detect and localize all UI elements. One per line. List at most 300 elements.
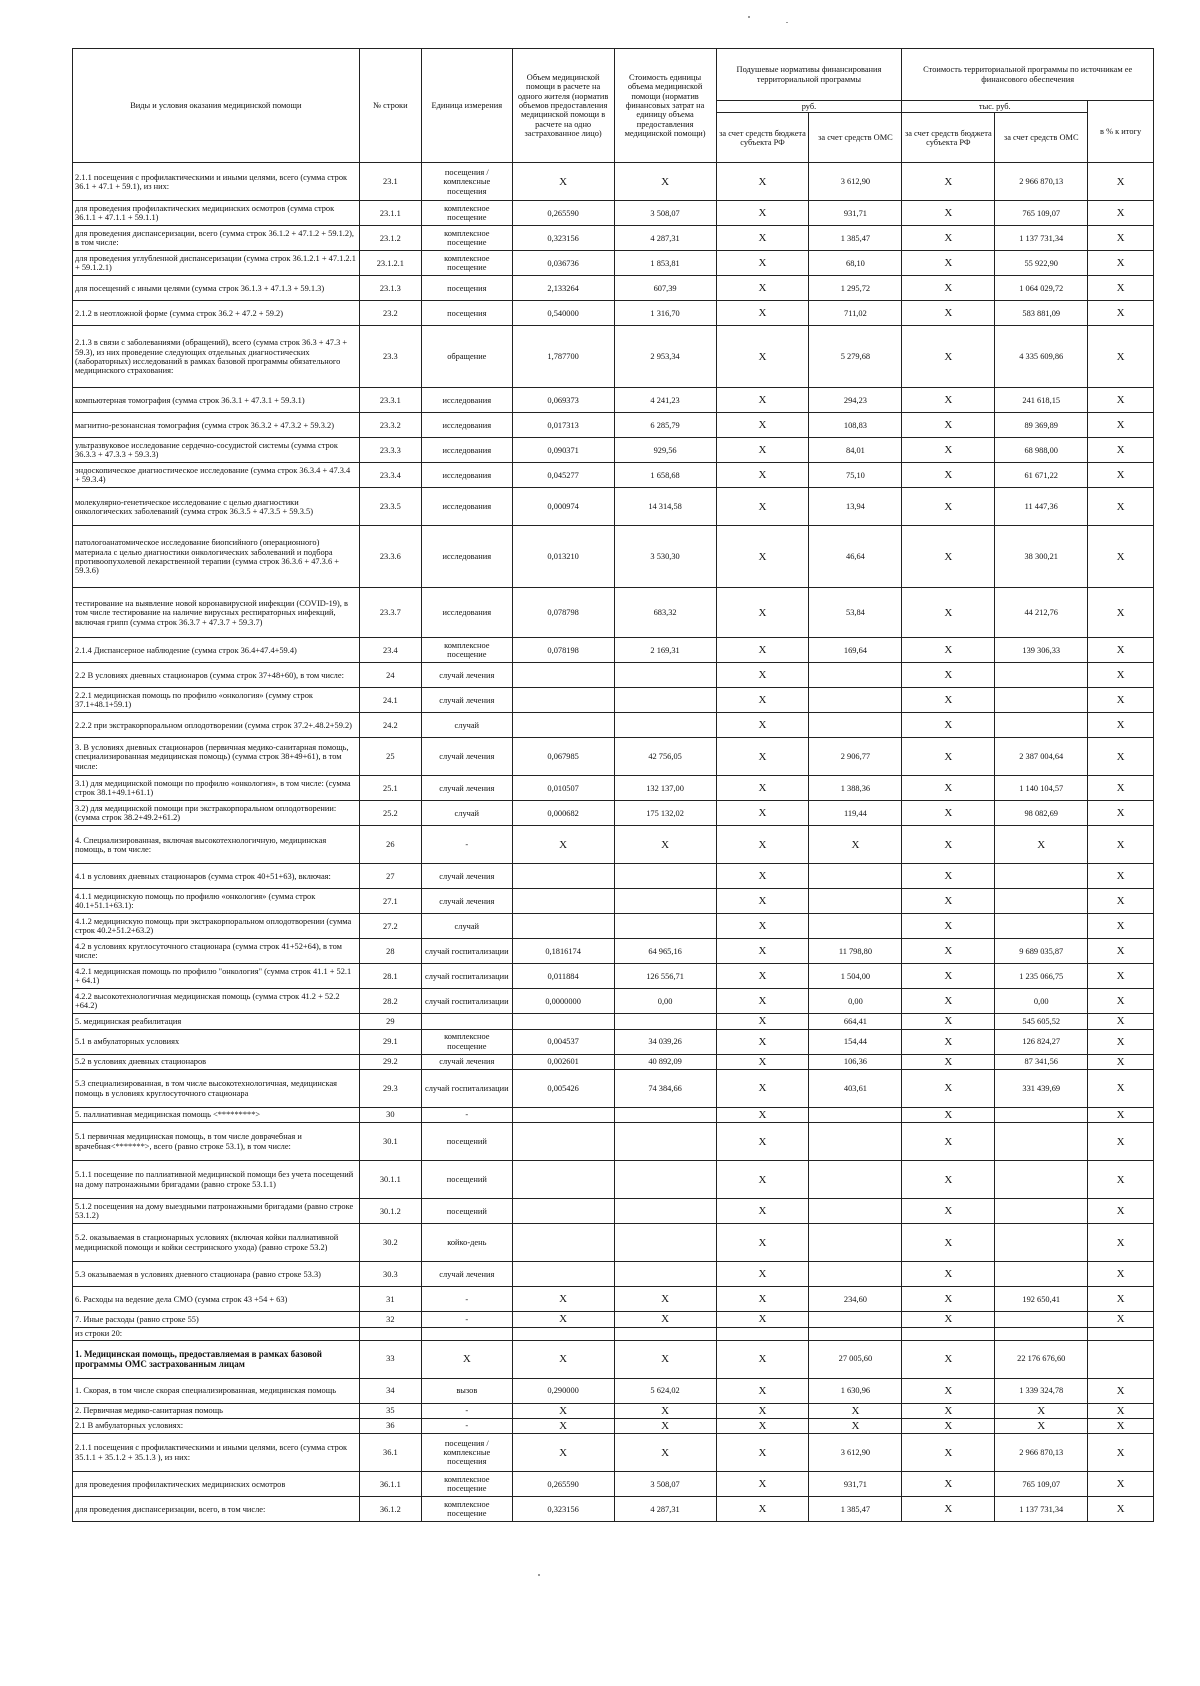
row-budget-thousand: Х bbox=[902, 914, 995, 939]
row-unit-cost bbox=[614, 1327, 716, 1340]
row-name: 2.1.4 Диспансерное наблюдение (сумма строк 36.4+47.4+59.4) bbox=[73, 638, 360, 663]
row-unit: - bbox=[421, 1403, 512, 1418]
row-number: 23.1.1 bbox=[359, 201, 421, 226]
budget-table-sheet bbox=[72, 48, 1154, 1522]
row-budget-thousand: Х bbox=[902, 413, 995, 438]
row-budget-rub: Х bbox=[716, 826, 809, 864]
row-number: 36.1 bbox=[359, 1434, 421, 1472]
table-row bbox=[73, 964, 1154, 989]
row-volume bbox=[512, 1224, 614, 1262]
table-row bbox=[73, 276, 1154, 301]
row-oms-rub bbox=[809, 1161, 902, 1199]
row-oms-rub: 294,23 bbox=[809, 388, 902, 413]
row-name: патологоанатомическое исследование биопсийного (операционного) материала с целью диагностики онкологических заболеваний и подбора противоопухолевой лекарственной терапии (сумма строк 36.3.6 + 47.3.6 + 59.3.6) bbox=[73, 526, 360, 588]
row-unit: исследования bbox=[421, 588, 512, 638]
row-number: 30.2 bbox=[359, 1224, 421, 1262]
row-unit-cost bbox=[614, 1108, 716, 1123]
row-budget-rub: Х bbox=[716, 638, 809, 663]
row-percent: Х bbox=[1088, 226, 1154, 251]
row-budget-thousand: Х bbox=[902, 226, 995, 251]
row-oms-rub: 169,64 bbox=[809, 638, 902, 663]
table-row bbox=[73, 1029, 1154, 1054]
row-oms-thousand: 126 824,27 bbox=[995, 1029, 1088, 1054]
table-row bbox=[73, 801, 1154, 826]
row-number: 33 bbox=[359, 1340, 421, 1378]
row-number: 28.2 bbox=[359, 989, 421, 1014]
row-budget-thousand bbox=[902, 1327, 995, 1340]
row-unit-cost: Х bbox=[614, 1418, 716, 1433]
row-oms-thousand bbox=[995, 1161, 1088, 1199]
row-number: 23.3.6 bbox=[359, 526, 421, 588]
row-budget-thousand: Х bbox=[902, 1378, 995, 1403]
row-budget-rub: Х bbox=[716, 526, 809, 588]
row-budget-thousand: Х bbox=[902, 826, 995, 864]
row-percent: Х bbox=[1088, 413, 1154, 438]
row-oms-thousand: 192 650,41 bbox=[995, 1287, 1088, 1312]
row-number: 25.1 bbox=[359, 776, 421, 801]
row-name: ультразвуковое исследование сердечно-сосудистой системы (сумма строк 36.3.3 + 47.3.3 + 59.3.3) bbox=[73, 438, 360, 463]
row-unit-cost bbox=[614, 914, 716, 939]
row-budget-thousand: Х bbox=[902, 301, 995, 326]
table-row bbox=[73, 1497, 1154, 1522]
row-budget-rub: Х bbox=[716, 688, 809, 713]
row-unit-cost: 175 132,02 bbox=[614, 801, 716, 826]
row-oms-thousand: 89 369,89 bbox=[995, 413, 1088, 438]
row-unit: случай госпитализации bbox=[421, 964, 512, 989]
row-budget-thousand: Х bbox=[902, 1070, 995, 1108]
table-row bbox=[73, 488, 1154, 526]
row-oms-thousand bbox=[995, 688, 1088, 713]
row-volume bbox=[512, 1199, 614, 1224]
table-row bbox=[73, 826, 1154, 864]
row-unit: посещения / комплексные посещения bbox=[421, 1434, 512, 1472]
row-percent: Х bbox=[1088, 801, 1154, 826]
row-budget-rub: Х bbox=[716, 713, 809, 738]
row-number: 31 bbox=[359, 1287, 421, 1312]
row-percent: Х bbox=[1088, 663, 1154, 688]
row-number: 23.4 bbox=[359, 638, 421, 663]
row-unit-cost: 607,39 bbox=[614, 276, 716, 301]
row-name: 5.1.1 посещение по паллиативной медицинской помощи без учета посещений на дому патронажными бригадами (равно строке 53.1.1) bbox=[73, 1161, 360, 1199]
row-percent: Х bbox=[1088, 588, 1154, 638]
row-budget-thousand: Х bbox=[902, 801, 995, 826]
header-program-cost: Стоимость территориальной программы по источникам ее финансового обеспечения bbox=[902, 49, 1154, 101]
row-unit-cost bbox=[614, 864, 716, 889]
row-unit-cost: 1 853,81 bbox=[614, 251, 716, 276]
row-oms-rub: 1 630,96 bbox=[809, 1378, 902, 1403]
row-budget-rub: Х bbox=[716, 301, 809, 326]
row-name: 3. В условиях дневных стационаров (первичная медико-санитарная помощь, специализированная медицинская помощь) (сумма строк 38+49+61), в том числе: bbox=[73, 738, 360, 776]
row-name: для посещений с иными целями (сумма строк 36.1.3 + 47.1.3 + 59.1.3) bbox=[73, 276, 360, 301]
table-row bbox=[73, 201, 1154, 226]
row-number: 23.3.3 bbox=[359, 438, 421, 463]
header-oms-rub: за счет средств ОМС bbox=[809, 113, 902, 163]
row-unit: случай лечения bbox=[421, 738, 512, 776]
row-budget-rub: Х bbox=[716, 1378, 809, 1403]
row-name: 5.1.2 посещения на дому выездными патронажными бригадами (равно строке 53.1.2) bbox=[73, 1199, 360, 1224]
row-budget-rub: Х bbox=[716, 1224, 809, 1262]
header-unit: Единица измерения bbox=[421, 49, 512, 163]
table-row bbox=[73, 1472, 1154, 1497]
row-volume: 0,323156 bbox=[512, 1497, 614, 1522]
row-budget-thousand: Х bbox=[902, 326, 995, 388]
table-row bbox=[73, 1070, 1154, 1108]
row-unit: посещений bbox=[421, 1161, 512, 1199]
row-percent bbox=[1088, 1327, 1154, 1340]
row-oms-thousand: 331 439,69 bbox=[995, 1070, 1088, 1108]
row-percent: Х bbox=[1088, 1287, 1154, 1312]
table-row bbox=[73, 251, 1154, 276]
row-oms-thousand: 2 966 870,13 bbox=[995, 1434, 1088, 1472]
row-oms-thousand: Х bbox=[995, 1403, 1088, 1418]
row-name: 5.2 в условиях дневных стационаров bbox=[73, 1054, 360, 1069]
row-percent: Х bbox=[1088, 301, 1154, 326]
table-row bbox=[73, 163, 1154, 201]
row-volume bbox=[512, 864, 614, 889]
row-volume: 0,090371 bbox=[512, 438, 614, 463]
row-unit-cost: 126 556,71 bbox=[614, 964, 716, 989]
row-volume: 0,067985 bbox=[512, 738, 614, 776]
row-budget-thousand: Х bbox=[902, 738, 995, 776]
header-per-capita-norms: Подушевые нормативы финансирования территориальной программы bbox=[716, 49, 902, 101]
row-oms-rub: 1 295,72 bbox=[809, 276, 902, 301]
row-volume: 0,004537 bbox=[512, 1029, 614, 1054]
row-name: 2.2.1 медицинская помощь по профилю «онкология» (сумму строк 37.1+48.1+59.1) bbox=[73, 688, 360, 713]
row-unit-cost: 1 658,68 bbox=[614, 463, 716, 488]
row-name: 5. паллиативная медицинская помощь <*********> bbox=[73, 1108, 360, 1123]
row-number: 27.2 bbox=[359, 914, 421, 939]
table-row bbox=[73, 1287, 1154, 1312]
row-oms-thousand: Х bbox=[995, 826, 1088, 864]
table-row bbox=[73, 889, 1154, 914]
row-name: 2.1.3 в связи с заболеваниями (обращений), всего (сумма строк 36.3 + 47.3 + 59.3), из них проведение следующих отдельных диагностических (лабораторных) исследований в рамках базовой программы обязательного медицинского страхования: bbox=[73, 326, 360, 388]
table-row bbox=[73, 713, 1154, 738]
row-unit-cost: 3 508,07 bbox=[614, 1472, 716, 1497]
table-row bbox=[73, 989, 1154, 1014]
row-name: 5.1 первичная медицинская помощь, в том числе доврачебная и врачебная<*******>, всего (равно строке 53.1), в том числе: bbox=[73, 1123, 360, 1161]
row-number: 23.1.2.1 bbox=[359, 251, 421, 276]
row-oms-thousand: 2 387 004,64 bbox=[995, 738, 1088, 776]
row-budget-thousand: Х bbox=[902, 889, 995, 914]
row-budget-rub: Х bbox=[716, 864, 809, 889]
row-number bbox=[359, 1327, 421, 1340]
row-volume: Х bbox=[512, 1312, 614, 1327]
row-budget-rub: Х bbox=[716, 1403, 809, 1418]
row-oms-thousand: 1 140 104,57 bbox=[995, 776, 1088, 801]
row-volume: Х bbox=[512, 1418, 614, 1433]
row-unit: - bbox=[421, 1312, 512, 1327]
row-budget-thousand: Х bbox=[902, 1108, 995, 1123]
table-row bbox=[73, 1378, 1154, 1403]
row-oms-rub bbox=[809, 688, 902, 713]
row-oms-thousand: 1 137 731,34 bbox=[995, 226, 1088, 251]
row-unit-cost: Х bbox=[614, 1287, 716, 1312]
row-budget-thousand: Х bbox=[902, 201, 995, 226]
row-unit-cost: 42 756,05 bbox=[614, 738, 716, 776]
scan-speck bbox=[786, 22, 788, 23]
row-percent: Х bbox=[1088, 738, 1154, 776]
row-oms-rub bbox=[809, 1312, 902, 1327]
row-percent: Х bbox=[1088, 326, 1154, 388]
row-unit: комплексное посещение bbox=[421, 201, 512, 226]
table-row bbox=[73, 413, 1154, 438]
row-oms-rub: 13,94 bbox=[809, 488, 902, 526]
row-budget-thousand: Х bbox=[902, 864, 995, 889]
row-unit: комплексное посещение bbox=[421, 226, 512, 251]
row-number: 26 bbox=[359, 826, 421, 864]
row-volume bbox=[512, 713, 614, 738]
row-volume: 0,011884 bbox=[512, 964, 614, 989]
row-budget-rub: Х bbox=[716, 276, 809, 301]
row-unit: исследования bbox=[421, 388, 512, 413]
row-volume: 2,133264 bbox=[512, 276, 614, 301]
row-oms-rub: 664,41 bbox=[809, 1014, 902, 1029]
row-name: 4.2 в условиях круглосуточного стационара (сумма строк 41+52+64), в том числе: bbox=[73, 939, 360, 964]
row-percent: Х bbox=[1088, 488, 1154, 526]
row-name: 5.2. оказываемая в стационарных условиях (включая койки паллиативной медицинской помощи и койки сестринского ухода) (равно строке 53.2) bbox=[73, 1224, 360, 1262]
row-oms-thousand: 61 671,22 bbox=[995, 463, 1088, 488]
row-number: 23.1 bbox=[359, 163, 421, 201]
row-budget-thousand: Х bbox=[902, 438, 995, 463]
table-row bbox=[73, 1340, 1154, 1378]
row-oms-rub: 2 906,77 bbox=[809, 738, 902, 776]
row-oms-rub: 27 005,60 bbox=[809, 1340, 902, 1378]
row-name: 4. Специализированная, включая высокотехнологичную, медицинская помощь, в том числе: bbox=[73, 826, 360, 864]
row-percent: Х bbox=[1088, 864, 1154, 889]
row-volume bbox=[512, 1262, 614, 1287]
row-unit: вызов bbox=[421, 1378, 512, 1403]
row-percent: Х bbox=[1088, 1199, 1154, 1224]
row-budget-thousand: Х bbox=[902, 1014, 995, 1029]
table-row bbox=[73, 1418, 1154, 1433]
header-budget-thousand: за счет средств бюджета субъекта РФ bbox=[902, 113, 995, 163]
row-unit: случай bbox=[421, 713, 512, 738]
row-number: 34 bbox=[359, 1378, 421, 1403]
row-name: 2.2.2 при экстракорпоральном оплодотворении (сумма строк 37.2+.48.2+59.2) bbox=[73, 713, 360, 738]
row-unit: - bbox=[421, 826, 512, 864]
row-percent: Х bbox=[1088, 776, 1154, 801]
row-percent: Х bbox=[1088, 1014, 1154, 1029]
row-number: 35 bbox=[359, 1403, 421, 1418]
row-unit-cost: Х bbox=[614, 1434, 716, 1472]
row-oms-rub: 106,36 bbox=[809, 1054, 902, 1069]
row-number: 25 bbox=[359, 738, 421, 776]
table-row bbox=[73, 776, 1154, 801]
row-unit: - bbox=[421, 1418, 512, 1433]
row-unit-cost: 4 287,31 bbox=[614, 226, 716, 251]
row-unit: случай лечения bbox=[421, 1262, 512, 1287]
row-unit: случай лечения bbox=[421, 688, 512, 713]
row-volume: Х bbox=[512, 1434, 614, 1472]
row-budget-thousand: Х bbox=[902, 1497, 995, 1522]
row-unit-cost bbox=[614, 688, 716, 713]
row-unit: случай лечения bbox=[421, 864, 512, 889]
row-name: 1. Медицинская помощь, предоставляемая в рамках базовой программы ОМС застрахованным лицам bbox=[73, 1340, 360, 1378]
row-name: компьютерная томография (сумма строк 36.3.1 + 47.3.1 + 59.3.1) bbox=[73, 388, 360, 413]
row-number: 29.2 bbox=[359, 1054, 421, 1069]
table-row bbox=[73, 226, 1154, 251]
row-number: 27 bbox=[359, 864, 421, 889]
row-budget-thousand: Х bbox=[902, 1434, 995, 1472]
row-volume: 0,323156 bbox=[512, 226, 614, 251]
row-unit-cost bbox=[614, 1199, 716, 1224]
row-unit: случай госпитализации bbox=[421, 939, 512, 964]
row-name: 5.3 специализированная, в том числе высокотехнологичная, медицинская помощь в условиях круглосуточного стационара bbox=[73, 1070, 360, 1108]
row-number: 27.1 bbox=[359, 889, 421, 914]
row-volume bbox=[512, 889, 614, 914]
row-percent: Х bbox=[1088, 1123, 1154, 1161]
row-percent: Х bbox=[1088, 1262, 1154, 1287]
row-oms-thousand: 44 212,76 bbox=[995, 588, 1088, 638]
row-oms-rub bbox=[809, 1123, 902, 1161]
row-oms-rub bbox=[809, 1199, 902, 1224]
row-name: 4.2.1 медицинская помощь по профилю "онкология" (сумма строк 41.1 + 52.1 + 64.1) bbox=[73, 964, 360, 989]
row-name: 5. медицинская реабилитация bbox=[73, 1014, 360, 1029]
row-percent: Х bbox=[1088, 889, 1154, 914]
row-budget-thousand: Х bbox=[902, 638, 995, 663]
row-budget-rub: Х bbox=[716, 989, 809, 1014]
row-number: 23.3 bbox=[359, 326, 421, 388]
table-row bbox=[73, 1312, 1154, 1327]
row-oms-thousand bbox=[995, 1108, 1088, 1123]
table-row bbox=[73, 463, 1154, 488]
row-budget-thousand: Х bbox=[902, 1224, 995, 1262]
row-unit-cost bbox=[614, 1161, 716, 1199]
row-budget-thousand: Х bbox=[902, 526, 995, 588]
row-name: 4.1.2 медицинскую помощь при экстракорпоральном оплодотворении (сумма строк 40.2+51.2+63.2) bbox=[73, 914, 360, 939]
row-name: 3.2) для медицинской помощи при экстракорпоральном оплодотворении: (сумма строк 38.2+49.2+61.2) bbox=[73, 801, 360, 826]
row-name: 4.2.2 высокотехнологичная медицинская помощь (сумма строк 41.2 + 52.2 +64.2) bbox=[73, 989, 360, 1014]
row-unit-cost: 2 169,31 bbox=[614, 638, 716, 663]
row-oms-rub: 1 504,00 bbox=[809, 964, 902, 989]
row-unit: посещения bbox=[421, 276, 512, 301]
row-oms-rub: 1 388,36 bbox=[809, 776, 902, 801]
row-oms-rub: 403,61 bbox=[809, 1070, 902, 1108]
row-unit-cost: Х bbox=[614, 1403, 716, 1418]
header-budget-rub: за счет средств бюджета субъекта РФ bbox=[716, 113, 809, 163]
row-name: магнитно-резонансная томография (сумма строк 36.3.2 + 47.3.2 + 59.3.2) bbox=[73, 413, 360, 438]
row-budget-thousand: Х bbox=[902, 1287, 995, 1312]
row-volume: 0,078798 bbox=[512, 588, 614, 638]
row-oms-thousand: 11 447,36 bbox=[995, 488, 1088, 526]
row-oms-thousand: 1 235 066,75 bbox=[995, 964, 1088, 989]
row-volume: 0,1816174 bbox=[512, 939, 614, 964]
row-budget-rub bbox=[716, 1327, 809, 1340]
row-budget-thousand: Х bbox=[902, 663, 995, 688]
row-unit bbox=[421, 1327, 512, 1340]
row-unit-cost: 4 241,23 bbox=[614, 388, 716, 413]
row-name: из строки 20: bbox=[73, 1327, 360, 1340]
row-volume: Х bbox=[512, 826, 614, 864]
row-budget-thousand: Х bbox=[902, 776, 995, 801]
row-budget-rub: Х bbox=[716, 326, 809, 388]
row-percent: Х bbox=[1088, 939, 1154, 964]
row-name: 4.1.1 медицинскую помощь по профилю «онкология» (сумма строк 40.1+51.1+63.1): bbox=[73, 889, 360, 914]
row-oms-thousand: 241 618,15 bbox=[995, 388, 1088, 413]
row-unit-cost: Х bbox=[614, 1312, 716, 1327]
table-row bbox=[73, 1108, 1154, 1123]
table-row bbox=[73, 1014, 1154, 1029]
row-volume: 0,290000 bbox=[512, 1378, 614, 1403]
row-unit: койко-день bbox=[421, 1224, 512, 1262]
row-name: молекулярно-генетическое исследование с целью диагностики онкологических заболеваний (сумма строк 36.3.5 + 47.3.5 + 59.3.5) bbox=[73, 488, 360, 526]
row-budget-rub: Х bbox=[716, 588, 809, 638]
row-number: 30 bbox=[359, 1108, 421, 1123]
row-percent: Х bbox=[1088, 276, 1154, 301]
row-unit: комплексное посещение bbox=[421, 1029, 512, 1054]
row-name: 2.1.1 посещения с профилактическими и иными целями, всего (сумма строк 36.1 + 47.1 + 59.1), из них: bbox=[73, 163, 360, 201]
row-oms-rub bbox=[809, 1327, 902, 1340]
row-percent: Х bbox=[1088, 1312, 1154, 1327]
row-oms-rub: Х bbox=[809, 1418, 902, 1433]
row-budget-thousand: Х bbox=[902, 1029, 995, 1054]
row-budget-rub: Х bbox=[716, 163, 809, 201]
row-name: 4.1 в условиях дневных стационаров (сумма строк 40+51+63), включая: bbox=[73, 864, 360, 889]
row-unit: случай госпитализации bbox=[421, 989, 512, 1014]
row-budget-thousand: Х bbox=[902, 163, 995, 201]
row-number: 25.2 bbox=[359, 801, 421, 826]
row-volume bbox=[512, 1161, 614, 1199]
row-unit: обращение bbox=[421, 326, 512, 388]
row-name: для проведения профилактических медицинских осмотров (сумма строк 36.1.1 + 47.1.1 + 59.1.1) bbox=[73, 201, 360, 226]
row-number: 29.3 bbox=[359, 1070, 421, 1108]
row-budget-rub: Х bbox=[716, 463, 809, 488]
row-unit: исследования bbox=[421, 463, 512, 488]
row-volume: Х bbox=[512, 163, 614, 201]
row-budget-thousand: Х bbox=[902, 463, 995, 488]
row-volume: 0,005426 bbox=[512, 1070, 614, 1108]
row-budget-thousand: Х bbox=[902, 1199, 995, 1224]
row-budget-rub: Х bbox=[716, 438, 809, 463]
scan-speck bbox=[538, 1574, 540, 1576]
row-unit-cost bbox=[614, 1224, 716, 1262]
row-unit: посещения bbox=[421, 301, 512, 326]
row-unit: исследования bbox=[421, 438, 512, 463]
row-budget-rub: Х bbox=[716, 1472, 809, 1497]
row-budget-rub: Х bbox=[716, 914, 809, 939]
row-name: эндоскопическое диагностическое исследование (сумма строк 36.3.4 + 47.3.4 + 59.3.4) bbox=[73, 463, 360, 488]
row-percent: Х bbox=[1088, 826, 1154, 864]
row-unit: случай лечения bbox=[421, 889, 512, 914]
row-number: 29.1 bbox=[359, 1029, 421, 1054]
row-oms-rub: 3 612,90 bbox=[809, 1434, 902, 1472]
row-budget-rub: Х bbox=[716, 226, 809, 251]
row-unit: комплексное посещение bbox=[421, 1497, 512, 1522]
table-body bbox=[73, 163, 1154, 1522]
row-unit-cost: 3 508,07 bbox=[614, 201, 716, 226]
row-oms-rub bbox=[809, 1262, 902, 1287]
row-budget-thousand: Х bbox=[902, 1161, 995, 1199]
table-row bbox=[73, 301, 1154, 326]
row-volume: Х bbox=[512, 1287, 614, 1312]
row-percent: Х bbox=[1088, 463, 1154, 488]
row-oms-thousand bbox=[995, 713, 1088, 738]
row-number: 36.1.2 bbox=[359, 1497, 421, 1522]
row-oms-thousand: 55 922,90 bbox=[995, 251, 1088, 276]
row-budget-thousand: Х bbox=[902, 1418, 995, 1433]
row-unit: посещения / комплексные посещения bbox=[421, 163, 512, 201]
row-oms-thousand: 1 137 731,34 bbox=[995, 1497, 1088, 1522]
row-volume: 0,078198 bbox=[512, 638, 614, 663]
row-volume bbox=[512, 1108, 614, 1123]
row-oms-rub: 154,44 bbox=[809, 1029, 902, 1054]
row-oms-thousand: 0,00 bbox=[995, 989, 1088, 1014]
row-budget-rub: Х bbox=[716, 1340, 809, 1378]
row-percent: Х bbox=[1088, 1161, 1154, 1199]
row-unit-cost: 3 530,30 bbox=[614, 526, 716, 588]
row-oms-rub bbox=[809, 889, 902, 914]
row-budget-rub: Х bbox=[716, 1497, 809, 1522]
